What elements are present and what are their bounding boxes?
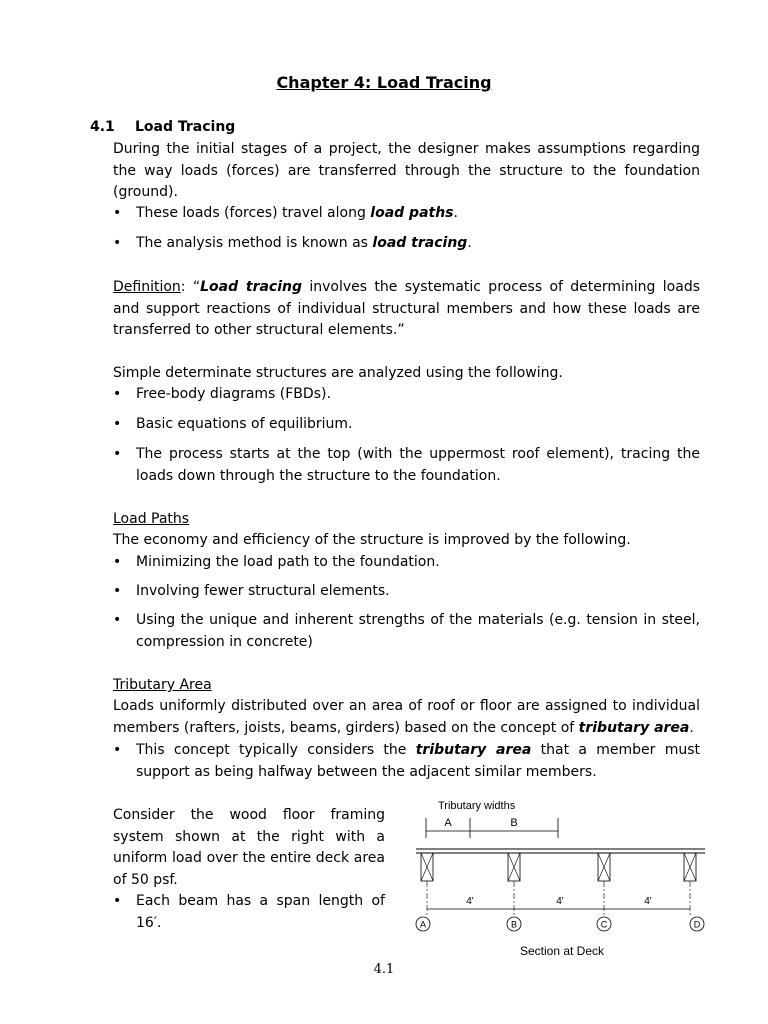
- definition-term: Load tracing: [200, 279, 303, 295]
- definition-text: involves the systematic process of determining loads and support reactions of individual structural members and how these loads are transferred to other structural elements.”: [113, 279, 700, 338]
- bullet-span-length: [113, 891, 385, 934]
- section-at-deck-figure: [408, 792, 738, 960]
- width-label-a: A: [444, 817, 452, 829]
- bullet-tributary-concept: [113, 740, 700, 783]
- figure-caption: Section at Deck: [519, 944, 605, 958]
- bullet-text: This concept typically considers the: [136, 742, 416, 758]
- definition-label: Definition: [113, 279, 181, 295]
- section-number: 4.1: [90, 119, 115, 135]
- bullet-marker: •: [113, 612, 122, 628]
- bullet-punct: .: [467, 235, 472, 251]
- bullet-minimizing: [113, 552, 700, 574]
- bullet-text: Each beam has a span length of 16′.: [136, 893, 385, 931]
- bullet-marker: •: [113, 416, 122, 432]
- chapter-title: Chapter 4: Load Tracing: [276, 73, 492, 92]
- grid-label-d: D: [693, 919, 701, 930]
- bullet-load-paths: [113, 203, 700, 225]
- bullet-fewer-elements: [113, 581, 700, 603]
- grid-label-a: A: [419, 919, 427, 930]
- bullet-punct: .: [453, 205, 458, 221]
- spacing-label-3: 4': [644, 896, 652, 907]
- emphasis-load-paths: load paths: [370, 205, 454, 221]
- bullet-strengths: [113, 610, 700, 653]
- emphasis-tributary-area: tributary area: [415, 742, 532, 758]
- bullet-marker: •: [113, 386, 122, 402]
- heading-text: Load Paths: [113, 511, 190, 527]
- bullet-marker: •: [113, 205, 122, 221]
- joist-c: [598, 853, 610, 881]
- width-label-b: B: [510, 817, 518, 829]
- emphasis-load-tracing: load tracing: [372, 235, 468, 251]
- tributary-paragraph: [113, 696, 700, 739]
- bullet-text: Free-body diagrams (FBDs).: [136, 386, 331, 402]
- bullet-marker: •: [113, 554, 122, 570]
- load-paths-text: The economy and efficiency of the structure is improved by the following.: [113, 532, 631, 548]
- intro-paragraph: During the initial stages of a project, the designer makes assumptions regarding the way loads (forces) are transferred through the structure to the foundation (ground).: [113, 141, 700, 200]
- bullet-text-end: that a member must support as being halfway between the adjacent similar members.: [136, 742, 700, 780]
- bullet-text: Involving fewer structural elements.: [136, 583, 390, 599]
- bullet-text: Minimizing the load path to the foundation.: [136, 554, 440, 570]
- consider-paragraph: Consider the wood floor framing system shown at the right with a uniform load over the entire deck area of 50 psf.: [113, 807, 385, 888]
- bullet-text: Using the unique and inherent strengths of the materials (e.g. tension in steel, compression in concrete): [136, 612, 700, 650]
- definition-paragraph: [113, 277, 700, 342]
- spacing-label-1: 4': [466, 896, 474, 907]
- definition-colon: : “: [180, 279, 201, 295]
- paragraph-punct: .: [689, 719, 694, 736]
- paragraph-text: Loads uniformly distributed over an area of roof or floor are assigned to individual members (rafters, joists, beams, girders) based on the concept of: [113, 698, 700, 736]
- heading-text: Tributary Area: [113, 677, 212, 693]
- grid-label-c: C: [600, 919, 608, 930]
- bullet-marker: •: [113, 893, 122, 909]
- bullet-load-tracing: [113, 233, 700, 255]
- page-number: 4.1: [373, 962, 395, 977]
- joist-d: [684, 853, 696, 881]
- grid-label-b: B: [510, 919, 518, 930]
- bullet-text: Basic equations of equilibrium.: [136, 416, 353, 432]
- bullet-process: [113, 444, 700, 487]
- bullet-marker: •: [113, 235, 122, 251]
- bullet-text: These loads (forces) travel along: [136, 205, 371, 221]
- bullet-equilibrium: [113, 414, 700, 436]
- bullet-text: The process starts at the top (with the uppermost roof element), tracing the loads down through the structure to the foundation.: [136, 446, 700, 484]
- bullet-marker: •: [113, 446, 122, 462]
- emphasis-tributary-area: tributary area: [578, 719, 690, 736]
- bullet-text: The analysis method is known as: [136, 235, 373, 251]
- bullet-marker: •: [113, 742, 122, 758]
- tributary-heading: [113, 675, 700, 697]
- joist-b: [508, 853, 520, 881]
- load-paths-heading: [113, 509, 700, 531]
- figure-title: Tributary widths: [438, 800, 516, 812]
- section-title: Load Tracing: [135, 119, 236, 135]
- simple-structures-text: Simple determinate structures are analyzed using the following.: [113, 365, 563, 381]
- section-heading: [90, 119, 235, 135]
- bullet-marker: •: [113, 583, 122, 599]
- spacing-label-2: 4': [556, 896, 564, 907]
- joist-a: [421, 853, 433, 881]
- bullet-fbd: [113, 384, 700, 406]
